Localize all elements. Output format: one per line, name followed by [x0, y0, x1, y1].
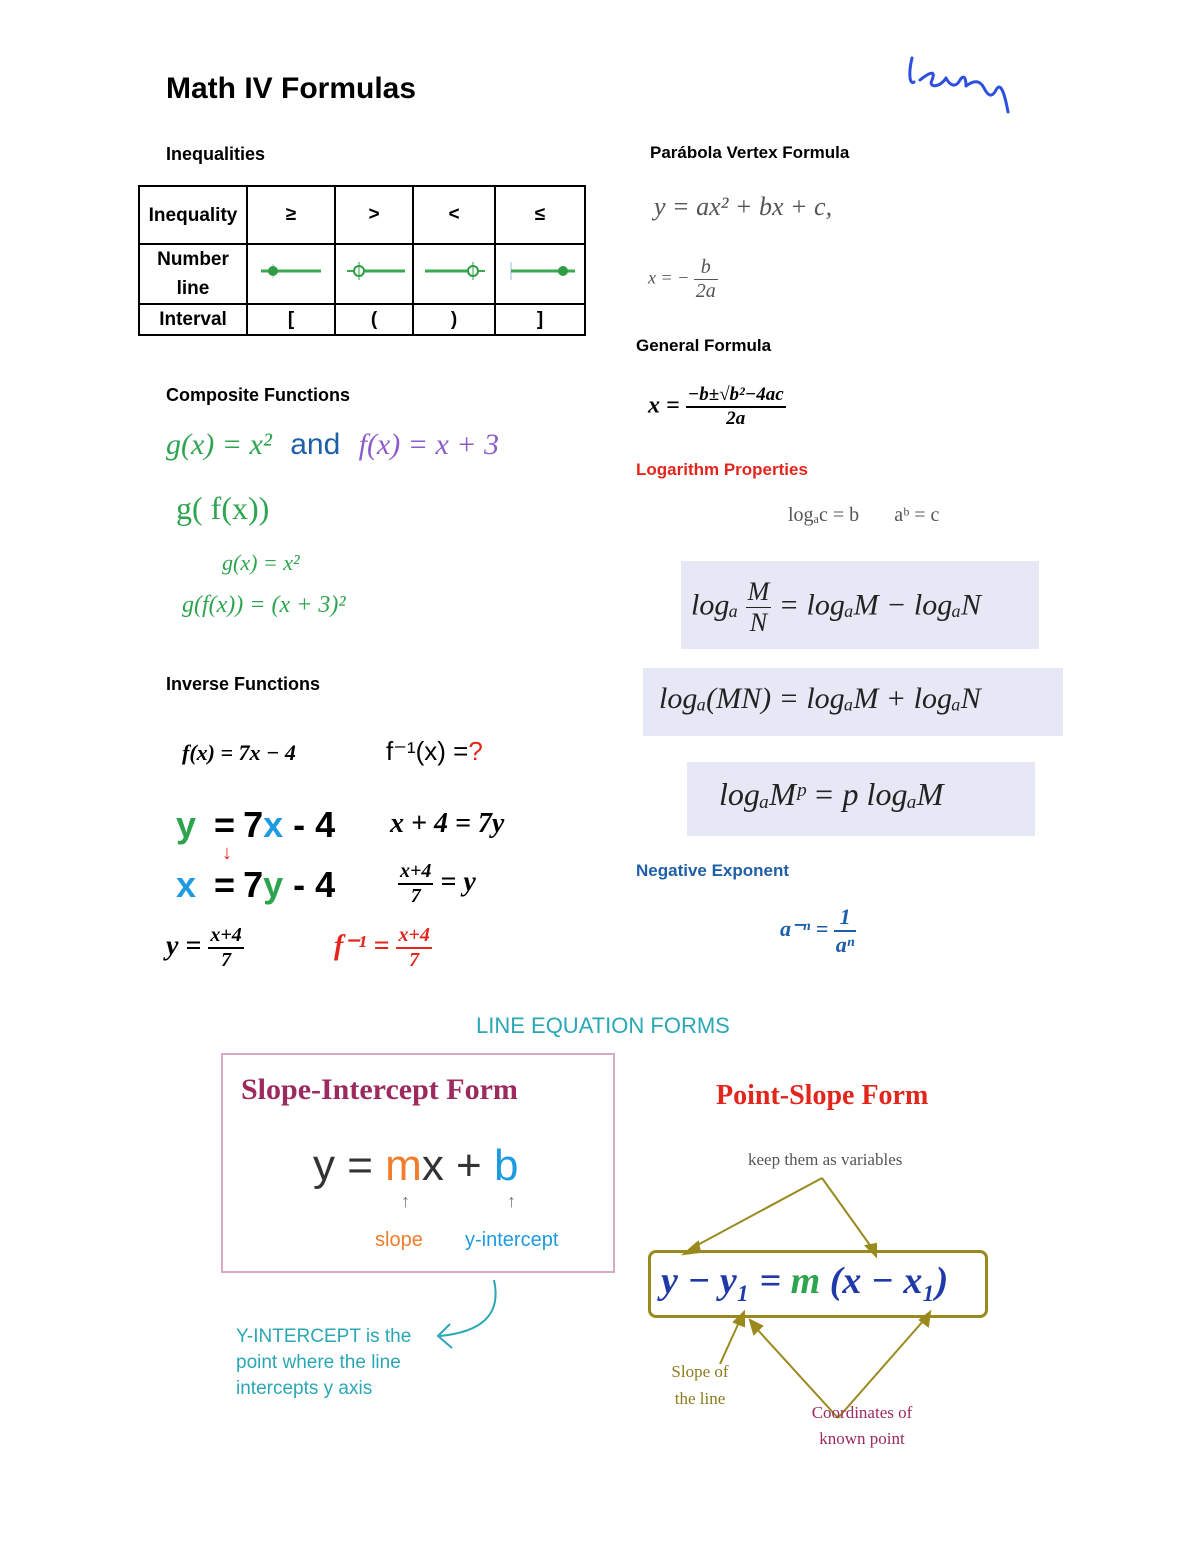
inverse-y-result — [166, 924, 244, 972]
negexp-numerator: 1 — [834, 904, 857, 932]
interval-lt: ) — [413, 304, 495, 335]
ps-right: (x − x₁) — [829, 1260, 949, 1302]
si-m: m — [385, 1141, 422, 1190]
inequalities-heading: Inequalities — [166, 144, 266, 164]
log-product: logₐ(MN) = logₐM + logₐN — [659, 682, 981, 715]
f-definition: f(x) = x + 3 — [358, 428, 500, 461]
inverse-final — [334, 924, 432, 972]
symbol-gte: ≥ — [247, 186, 335, 244]
symbol-gt: > — [335, 186, 413, 244]
page-title: Math IV Formulas — [166, 72, 417, 105]
swap-arrow: ↓ — [222, 842, 232, 864]
si-x-plus: x + — [421, 1141, 482, 1190]
general-denominator: 2a — [726, 408, 746, 429]
rhs2-denominator: 7 — [410, 885, 421, 907]
log-def-1: logₐc = b — [788, 504, 860, 526]
general-lhs: x = — [648, 392, 680, 419]
negexp-heading: Negative Exponent — [636, 861, 790, 880]
number-line-lte — [495, 244, 585, 304]
number-line-gte — [247, 244, 335, 304]
composite-step1: g(x) = x² — [222, 550, 300, 575]
negexp-lhs: a⁻ⁿ = — [780, 916, 829, 942]
vertex-x-lhs: x = − — [648, 267, 690, 288]
vertex-x — [648, 256, 718, 303]
step1-y: y — [176, 804, 197, 845]
log-power: logₐMᵖ = p logₐM — [719, 776, 944, 812]
log-def-2: aᵇ = c — [894, 504, 940, 526]
g-definition: g(x) = x² — [166, 428, 272, 461]
step1-minus: - 4 — [293, 804, 336, 845]
rhs2-tail: = y — [440, 866, 476, 898]
finv-lhs: f⁻¹ = — [334, 930, 390, 962]
slope-intercept-title: Slope-Intercept Form — [241, 1073, 518, 1106]
general-heading: General Formula — [636, 336, 772, 355]
inequality-label: Inequality — [139, 186, 247, 244]
vertex-standard: y = ax² + bx + c, — [654, 192, 833, 221]
quotient-numerator: M — [747, 577, 770, 606]
inverse-step1 — [176, 804, 335, 846]
inverse-question-lhs: f⁻¹(x) = — [386, 736, 469, 766]
y-result-numerator: x+4 — [208, 924, 243, 949]
interval-gte: [ — [247, 304, 335, 335]
negexp-formula — [780, 904, 856, 958]
inverse-step2 — [176, 864, 335, 906]
step2-seven: 7 — [243, 864, 264, 905]
step1-seven: 7 — [243, 804, 264, 845]
number-line-lt — [413, 244, 495, 304]
symbol-lte: ≤ — [495, 186, 585, 244]
step2-minus: - 4 — [293, 864, 336, 905]
interval-lte: ] — [495, 304, 585, 335]
step1-x: x — [263, 804, 284, 845]
inequalities-table — [138, 185, 586, 336]
log-quotient-box — [681, 561, 1039, 649]
composite-heading: Composite Functions — [166, 385, 350, 405]
y-result-denominator: 7 — [221, 949, 232, 971]
finv-denominator: 7 — [409, 949, 420, 971]
log-quotient — [691, 577, 981, 638]
vertex-x-numerator: b — [694, 256, 718, 280]
composite-step2: g(f(x)) = (x + 3)² — [182, 592, 346, 618]
log-product-box — [643, 668, 1063, 736]
inverse-question — [386, 736, 483, 767]
composition-expression: g( f(x)) — [176, 490, 270, 526]
keep-variables-label: keep them as variables — [748, 1150, 903, 1169]
inverse-rhs2 — [398, 860, 476, 908]
intercept-arrow-icon: ↑ — [507, 1191, 516, 1211]
vertex-x-denominator: 2a — [695, 280, 716, 302]
slope-intercept-box — [221, 1053, 615, 1273]
step2-eq: = — [214, 864, 236, 905]
general-numerator: −b±√b²−4ac — [686, 384, 786, 408]
ps-left: y − y₁ = — [661, 1260, 782, 1302]
log-power-box — [687, 762, 1035, 836]
interval-label: Interval — [139, 304, 247, 335]
inverse-heading: Inverse Functions — [166, 674, 321, 694]
si-y-eq: y = — [313, 1141, 373, 1190]
symbol-lt: < — [413, 186, 495, 244]
quotient-denominator: N — [749, 608, 768, 637]
slope-label: slope — [375, 1229, 423, 1251]
y-intercept-label: y-intercept — [465, 1229, 559, 1251]
line-forms-heading: LINE EQUATION FORMS — [476, 1013, 730, 1038]
number-line-label: Number line — [139, 244, 247, 304]
y-result-lhs: y = — [166, 930, 202, 962]
quotient-rhs: = logₐM − logₐN — [778, 588, 981, 622]
inverse-given: f(x) = 7x − 4 — [182, 740, 296, 765]
question-mark: ? — [468, 736, 483, 766]
coordinates-label: Coordinates of known point — [811, 1403, 913, 1448]
slope-of-line-label: Slope of the line — [671, 1362, 729, 1408]
si-b: b — [493, 1141, 519, 1190]
slope-arrow-icon: ↑ — [401, 1191, 410, 1211]
negexp-denominator: aⁿ — [835, 932, 855, 957]
step2-x: x — [176, 864, 197, 905]
step2-y: y — [263, 864, 284, 905]
step1-eq: = — [214, 804, 236, 845]
general-formula — [648, 384, 786, 430]
signature-scribble — [900, 50, 1020, 120]
finv-numerator: x+4 — [396, 924, 431, 949]
point-slope-equation — [661, 1259, 948, 1303]
log-definition — [788, 504, 939, 527]
quotient-lhs: logₐ — [691, 588, 739, 622]
interval-gt: ( — [335, 304, 413, 335]
logs-heading: Logarithm Properties — [636, 460, 808, 479]
point-slope-title: Point-Slope Form — [716, 1080, 929, 1111]
vertex-heading: Parábola Vertex Formula — [650, 143, 850, 162]
inverse-rhs1: x + 4 = 7y — [390, 808, 505, 839]
and-word: and — [290, 428, 341, 461]
slope-intercept-equation — [313, 1141, 518, 1191]
number-line-gt — [335, 244, 413, 304]
rhs2-numerator: x+4 — [398, 860, 433, 885]
composite-definitions — [166, 428, 499, 462]
ps-m: m — [790, 1260, 821, 1302]
y-intercept-note: Y-INTERCEPT is the point where the line intercepts y axis — [236, 1326, 412, 1399]
point-slope-equation-box — [648, 1250, 988, 1318]
